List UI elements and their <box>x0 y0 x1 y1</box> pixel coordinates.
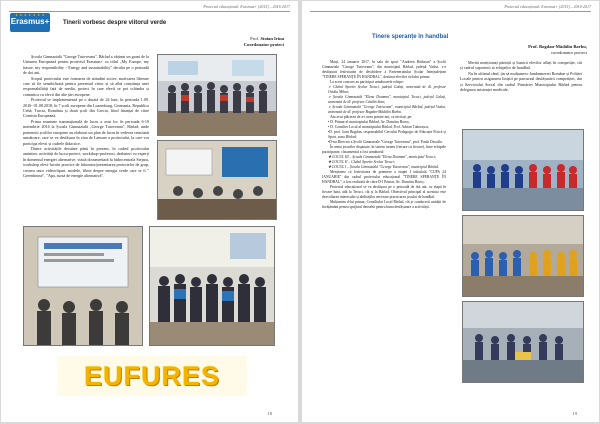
banner-text: EUFURES <box>83 361 220 391</box>
paragraph: Nu în ultimul rând, țin să mulțumesc Jandarmeriei Române și Poliției Locale pentru asigurarea liniștii pe parcursul desfășurării competiției, dar și Serviciului Social din cadrul Primăriei Municipiului Bârlad pentru delegarea asistenței medicale. <box>460 70 582 93</box>
running-header: Proiectul educațional: Erasmus+ (2015) – 2016-2017 <box>203 4 290 9</box>
award-ceremony-photo <box>462 301 584 383</box>
article-author <box>528 44 587 56</box>
paragraph: În urma jocurilor disputate, în sistem turneu (fiecare cu fiecare), între echipele participante, clasamentul a fost următorul: <box>322 145 446 154</box>
handball-team-photo-2 <box>462 215 584 297</box>
paragraph: Școala Gimnazială "George Tutoveanu", Bârlad a obținut un grant de la Uniunea Europeană pentru proiectul Erasmus+ cu titlul „My Europe, my future, my responsibility - Energy and sustainability" derulat pe o perioadă de doi ani. <box>23 54 149 76</box>
page-number: 19 <box>572 411 577 416</box>
list-item: ➢ Clubul Sportiv Școlar Tecuci, județul Galați, antrenată de dl. profesor Ovidiu Mihai; <box>328 85 446 94</box>
eufures-banner <box>57 356 247 396</box>
article-body-col1 <box>322 60 446 210</box>
paragraph: La acest concurs au participat următoarele echipe: <box>330 80 404 84</box>
erasmus-logo <box>10 13 50 32</box>
author-role: Coordonator proiect <box>243 42 284 47</box>
handball-team-photo-1 <box>462 129 584 211</box>
paragraph: Dintre activitățile derulate până în prezent, în cadrul proiectului amintim: activități de lucru-proiect, workshop-profesori, dezbateri cu experți în domeniul energiei alternative, vizită documentară la hidrocentrala Stejaru, workshop elevi-lucrări practice de laborator/prezentarea proiectelor de grup, crearea unor videoclipuri, modele, filme despre energia verde care se fi " Greenhouse", "Apa, sursă de energie alternativă". <box>23 145 149 178</box>
paragraph: Menționez că festivitatea de premiere a etapei I intitulată "CUPA 24 IANUARIE" din cadrul proiectului educațional "TINERE SPERANȚE ÎN HANDBAL", a fost realizată de către D-l Primar, Av. Dumitru Boroș. <box>322 170 446 184</box>
page-number: 18 <box>267 411 272 416</box>
author-role: coordonator proiect <box>550 50 587 55</box>
list-item: •D-na Director a Școlii Gimnaziale "George Tutoveanu", prof. Paula Dascălu. <box>328 140 443 144</box>
ranking-item: ❖ LOCUL I – Școala Gimnazială "George Tutoveanu", municipiul Bârlad. <box>328 165 439 169</box>
paragraph: Mulțumim d-lui primar, Consiliului Local Bârlad, cât și conducerii unității de învățământ pentru sprijinul deosebit pentru buna desfășurare a activității. <box>322 200 446 209</box>
list-item: • D. Consilier Local al municipiului Bârlad, Prof. Adrian Tudorașcu; <box>328 125 430 129</box>
header-rule <box>310 11 591 12</box>
header-rule <box>9 11 290 12</box>
paragraph: Merită menționați părinții și bunicii elevilor aflați în competiție, cât și cadrul suporterii ai echipelor de handbal. <box>460 60 582 71</box>
author-prefix: Prof. <box>250 36 260 41</box>
paragraph: Proiectul se implementează pe o durată de 24 luni, în perioada 1.09. 2016- 01.08.2018, în 7 școli europene din Luxemburg, Germania, Republica Cehă, Turcia, România și două școli din Grecia, fiind finanțat de către Comisia Europeană. <box>23 97 149 119</box>
author-name: Stoian Irina <box>260 36 284 41</box>
group-photo-1 <box>157 54 277 136</box>
paragraph: Am avut plăcerea de a-i avea printre noi, ca invitați, pe: <box>330 115 413 119</box>
list-item: ➢ Școala Gimnazială "George Tutoveanu", municipiul Bârlad, județul Vaslui, antrenată de dl. profesor Bogdan-Mădălin Barbu. <box>328 105 446 114</box>
ranking-item: ❖ LOCUL III – Școala Gimnazială "Elena Doamna", municipiul Tecuci; <box>328 155 437 159</box>
article-body <box>23 54 149 178</box>
list-item: •D. prof. Ioan Bogdan, responsabilul Cercului Pedagogic de Educație Fizică și Sport, zona Bârlad; <box>328 130 446 139</box>
paragraph: Scopul proiectului este formarea de atitudini active, motivarea liberare care să fie sensibilizată pentru prezentul viitor și să aibă conștiința unei responsabilități față de media, proiect în care elevii se pot schimba și comunica cu elevii din alte țări europene. <box>23 75 149 97</box>
list-item: ➢ Școala Gimnazială "Elena Doamna", municipiul Tecuci, județul Galați, antrenată de dl. profesor Cătălin Stan; <box>328 95 446 104</box>
running-header: Proiectul educațional: Erasmus+ (2015) – 2016-2017 <box>504 4 591 9</box>
left-page <box>1 1 298 422</box>
classroom-photo <box>157 140 277 220</box>
logo-text: Erasmus+ <box>10 17 50 26</box>
paragraph: Marți, 24 ianuarie 2017, în sala de sport "Andreea Răducan" a Școlii Gimnaziale "George Tutoveanu", din municipiul Bârlad, județul Vaslui, s-a desfășurat festivitatea de deschidere a Parteneriatului Școlar Interjudețean "TINERE SPERANȚE ÎN HANDBAL", destinat elevilor ciclului primar. <box>322 60 446 79</box>
group-photo-2 <box>149 226 275 346</box>
eu-stars-icon: ★ ★ ★ ★ ★ ★ ★ <box>15 13 45 17</box>
author-name: Prof. Bogdan-Mădălin Barbu, <box>528 44 587 49</box>
list-item: • D. Primar al municipiului Bârlad, Av. Dumitru Boroș; <box>328 120 410 124</box>
article-body-col2 <box>460 60 582 92</box>
paragraph: Prima reuniune transnațională de lucru a avut loc în perioada 6-10 noiembrie 2016 la Școala Gimnazială „George Tutoveanu", Bârlad, unde partenerii școlilor europene au elaborat un plan de lucru în vederea reuniunii următoare, care se va desfășura în ziua de Lansare a proiectului, la care vor participa elevii și cadrele didactice. <box>23 118 149 146</box>
article-title: Tinerii vorbesc despre viitorul verde <box>63 20 167 26</box>
presentation-photo <box>23 226 143 346</box>
article-title: Tinere speranțe în handbal <box>372 34 449 40</box>
article-author <box>244 36 284 48</box>
paragraph: Proiectul educațional se va desfășura pe o perioadă de doi ani, cu etapă în fiecare lună, atât la Tecuci, cât și la Bârlad. Obiectivul principal al acestuia este dezvoltarea interesului și abilităților necesare practicarea jocului de handbal. <box>322 185 446 199</box>
ranking-item: ❖ LOCUL II – Clubul Sportiv Școlar Tecuci; <box>328 160 395 164</box>
right-page <box>302 1 599 422</box>
